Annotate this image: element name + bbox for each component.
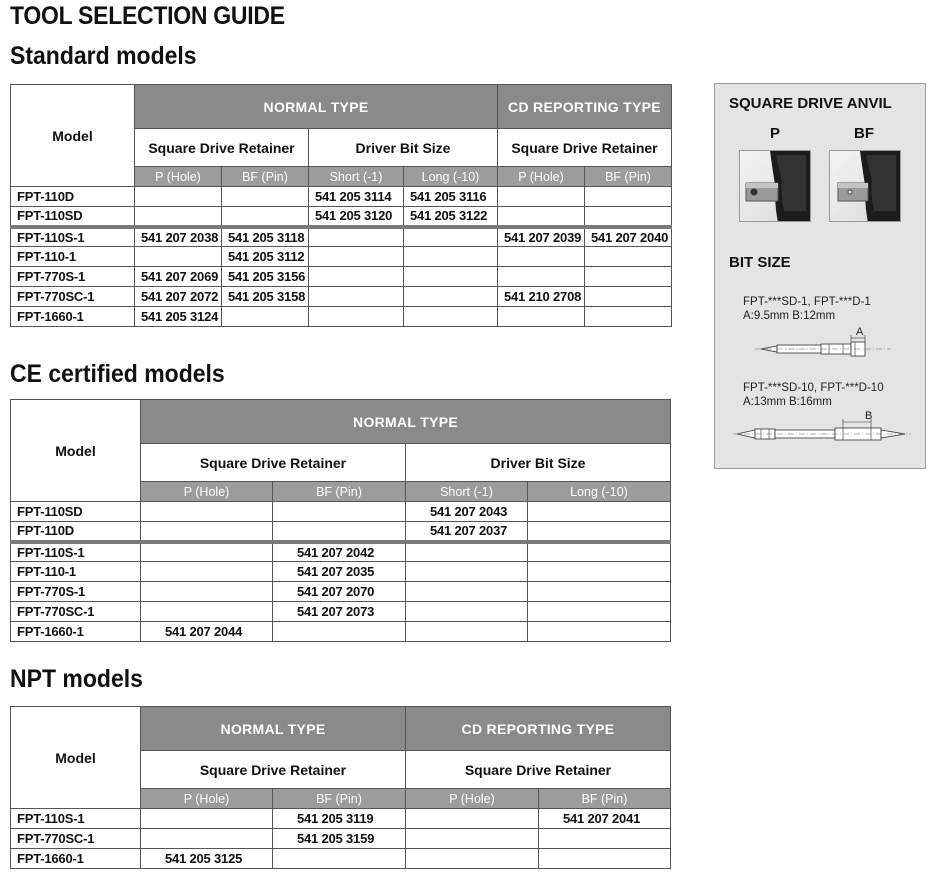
cd-reporting-type-header: CD REPORTING TYPE <box>498 85 672 129</box>
bit-size-heading: BIT SIZE <box>729 254 791 271</box>
part-number-cell <box>309 307 404 327</box>
column-header: P (Hole) <box>135 167 222 187</box>
table-row <box>11 207 672 227</box>
model-cell: FPT-770S-1 <box>11 267 135 287</box>
part-number-cell <box>141 582 273 602</box>
column-header: BF (Pin) <box>273 482 406 502</box>
part-number-cell <box>406 809 539 829</box>
part-number-cell <box>585 267 672 287</box>
model-cell: FPT-110D <box>11 522 141 542</box>
square-drive-retainer-header: Square Drive Retainer <box>135 129 309 167</box>
part-number-cell <box>273 849 406 869</box>
standard-heading: Standard models <box>10 42 197 70</box>
part-number-cell: 541 210 2708 <box>498 287 585 307</box>
part-number-cell <box>528 602 671 622</box>
model-cell: FPT-770S-1 <box>11 582 141 602</box>
cd-reporting-type-header: CD REPORTING TYPE <box>406 707 671 751</box>
model-cell: FPT-770SC-1 <box>11 602 141 622</box>
part-number-cell <box>404 227 498 247</box>
table-row <box>11 809 671 829</box>
normal-type-header: NORMAL TYPE <box>141 707 406 751</box>
standard-table <box>10 84 672 327</box>
model-cell: FPT-1660-1 <box>11 622 141 642</box>
column-header: BF (Pin) <box>222 167 309 187</box>
part-number-cell: 541 205 3124 <box>135 307 222 327</box>
part-number-cell: 541 205 3112 <box>222 247 309 267</box>
anvil-bf-photo <box>829 150 901 222</box>
part-number-cell <box>539 849 671 869</box>
part-number-cell: 541 205 3159 <box>273 829 406 849</box>
part-number-cell <box>406 849 539 869</box>
column-header: Long (-10) <box>404 167 498 187</box>
column-header: BF (Pin) <box>273 789 406 809</box>
part-number-cell <box>498 187 585 207</box>
column-header: P (Hole) <box>141 789 273 809</box>
part-number-cell: 541 205 3118 <box>222 227 309 247</box>
part-number-cell <box>585 287 672 307</box>
part-number-cell <box>309 267 404 287</box>
bit1-diagram <box>755 326 895 360</box>
model-cell: FPT-110S-1 <box>11 809 141 829</box>
ce-heading: CE certified models <box>10 360 225 388</box>
bit1-dimension-label: A <box>856 326 864 338</box>
part-number-cell <box>141 522 273 542</box>
part-number-cell <box>141 542 273 562</box>
part-number-cell <box>498 247 585 267</box>
part-number-cell: 541 207 2037 <box>406 522 528 542</box>
table-row <box>11 522 671 542</box>
part-number-cell <box>498 267 585 287</box>
part-number-cell <box>141 829 273 849</box>
part-number-cell <box>539 829 671 849</box>
part-number-cell <box>309 247 404 267</box>
part-number-cell <box>406 829 539 849</box>
anvil-label-p: P <box>770 125 781 142</box>
part-number-cell <box>141 809 273 829</box>
normal-type-header: NORMAL TYPE <box>135 85 498 129</box>
part-number-cell <box>406 622 528 642</box>
part-number-cell: 541 207 2043 <box>406 502 528 522</box>
table-row <box>11 502 671 522</box>
table-row <box>11 542 671 562</box>
anvil-p-photo <box>739 150 811 222</box>
square-drive-retainer-cd-header: Square Drive Retainer <box>406 751 671 789</box>
part-number-cell <box>404 307 498 327</box>
part-number-cell <box>528 562 671 582</box>
column-header: Short (-1) <box>406 482 528 502</box>
part-number-cell <box>406 582 528 602</box>
model-cell: FPT-110S-1 <box>11 542 141 562</box>
table-row <box>11 307 672 327</box>
part-number-cell <box>309 287 404 307</box>
part-number-cell <box>528 522 671 542</box>
table-row <box>11 187 672 207</box>
model-cell: FPT-1660-1 <box>11 849 141 869</box>
part-number-cell: 541 207 2069 <box>135 267 222 287</box>
part-number-cell <box>135 207 222 227</box>
part-number-cell <box>498 207 585 227</box>
column-header: P (Hole) <box>498 167 585 187</box>
table-row <box>11 247 672 267</box>
part-number-cell: 541 205 3114 <box>309 187 404 207</box>
part-number-cell <box>585 187 672 207</box>
table-row <box>11 829 671 849</box>
page-title: TOOL SELECTION GUIDE <box>10 2 285 30</box>
bit1-text-line2: A:9.5mm B:12mm <box>743 310 836 322</box>
part-number-cell: 541 205 3125 <box>141 849 273 869</box>
table-row <box>11 849 671 869</box>
bit1-text-line1: FPT-***SD-1, FPT-***D-1 <box>743 296 871 308</box>
part-number-cell <box>135 187 222 207</box>
table-row <box>11 267 672 287</box>
part-number-cell <box>585 247 672 267</box>
bit2-diagram <box>733 414 913 448</box>
table-row <box>11 562 671 582</box>
bit2-text-line2: A:13mm B:16mm <box>743 396 832 408</box>
driver-bit-size-header: Driver Bit Size <box>406 444 671 482</box>
anvil-heading: SQUARE DRIVE ANVIL <box>729 95 892 112</box>
part-number-cell <box>273 622 406 642</box>
part-number-cell <box>222 307 309 327</box>
part-number-cell: 541 205 3158 <box>222 287 309 307</box>
part-number-cell <box>406 602 528 622</box>
bit2-dimension-label: B <box>865 410 873 422</box>
model-header: Model <box>11 707 141 809</box>
part-number-cell: 541 207 2035 <box>273 562 406 582</box>
part-number-cell: 541 205 3119 <box>273 809 406 829</box>
column-header: Short (-1) <box>309 167 404 187</box>
square-drive-retainer-cd-header: Square Drive Retainer <box>498 129 672 167</box>
model-cell: FPT-770SC-1 <box>11 829 141 849</box>
ce-table <box>10 399 671 642</box>
part-number-cell <box>406 542 528 562</box>
column-header: Long (-10) <box>528 482 671 502</box>
table-row <box>11 622 671 642</box>
part-number-cell <box>528 542 671 562</box>
npt-heading: NPT models <box>10 665 143 693</box>
bit2-text-line1: FPT-***SD-10, FPT-***D-10 <box>743 382 884 394</box>
part-number-cell <box>135 247 222 267</box>
part-number-cell: 541 205 3122 <box>404 207 498 227</box>
part-number-cell: 541 207 2039 <box>498 227 585 247</box>
npt-table <box>10 706 671 869</box>
model-cell: FPT-110S-1 <box>11 227 135 247</box>
part-number-cell: 541 207 2073 <box>273 602 406 622</box>
square-drive-retainer-header: Square Drive Retainer <box>141 444 406 482</box>
part-number-cell: 541 207 2070 <box>273 582 406 602</box>
model-header: Model <box>11 85 135 187</box>
anvil-label-bf: BF <box>854 125 874 142</box>
column-header: P (Hole) <box>406 789 539 809</box>
part-number-cell <box>309 227 404 247</box>
part-number-cell <box>404 267 498 287</box>
table-row <box>11 227 672 247</box>
model-cell: FPT-110-1 <box>11 247 135 267</box>
part-number-cell <box>585 207 672 227</box>
driver-bit-size-header: Driver Bit Size <box>309 129 498 167</box>
part-number-cell <box>141 502 273 522</box>
part-number-cell: 541 207 2044 <box>141 622 273 642</box>
part-number-cell <box>273 522 406 542</box>
model-cell: FPT-770SC-1 <box>11 287 135 307</box>
part-number-cell <box>528 622 671 642</box>
part-number-cell <box>585 307 672 327</box>
part-number-cell <box>141 602 273 622</box>
column-header: P (Hole) <box>141 482 273 502</box>
model-cell: FPT-110SD <box>11 207 135 227</box>
part-number-cell <box>141 562 273 582</box>
part-number-cell: 541 207 2041 <box>539 809 671 829</box>
part-number-cell <box>273 502 406 522</box>
part-number-cell <box>404 247 498 267</box>
part-number-cell: 541 207 2072 <box>135 287 222 307</box>
part-number-cell <box>498 307 585 327</box>
model-cell: FPT-110SD <box>11 502 141 522</box>
square-drive-retainer-header: Square Drive Retainer <box>141 751 406 789</box>
column-header: BF (Pin) <box>539 789 671 809</box>
column-header: BF (Pin) <box>585 167 672 187</box>
part-number-cell: 541 207 2040 <box>585 227 672 247</box>
part-number-cell <box>528 582 671 602</box>
table-row <box>11 602 671 622</box>
table-row <box>11 582 671 602</box>
part-number-cell <box>404 287 498 307</box>
part-number-cell <box>222 207 309 227</box>
part-number-cell <box>406 562 528 582</box>
info-sidebar <box>714 83 926 469</box>
model-cell: FPT-110-1 <box>11 562 141 582</box>
part-number-cell <box>528 502 671 522</box>
model-cell: FPT-110D <box>11 187 135 207</box>
model-cell: FPT-1660-1 <box>11 307 135 327</box>
part-number-cell: 541 207 2042 <box>273 542 406 562</box>
part-number-cell: 541 205 3156 <box>222 267 309 287</box>
part-number-cell <box>222 187 309 207</box>
part-number-cell: 541 205 3120 <box>309 207 404 227</box>
normal-type-header: NORMAL TYPE <box>141 400 671 444</box>
model-header: Model <box>11 400 141 502</box>
part-number-cell: 541 207 2038 <box>135 227 222 247</box>
table-row <box>11 287 672 307</box>
part-number-cell: 541 205 3116 <box>404 187 498 207</box>
